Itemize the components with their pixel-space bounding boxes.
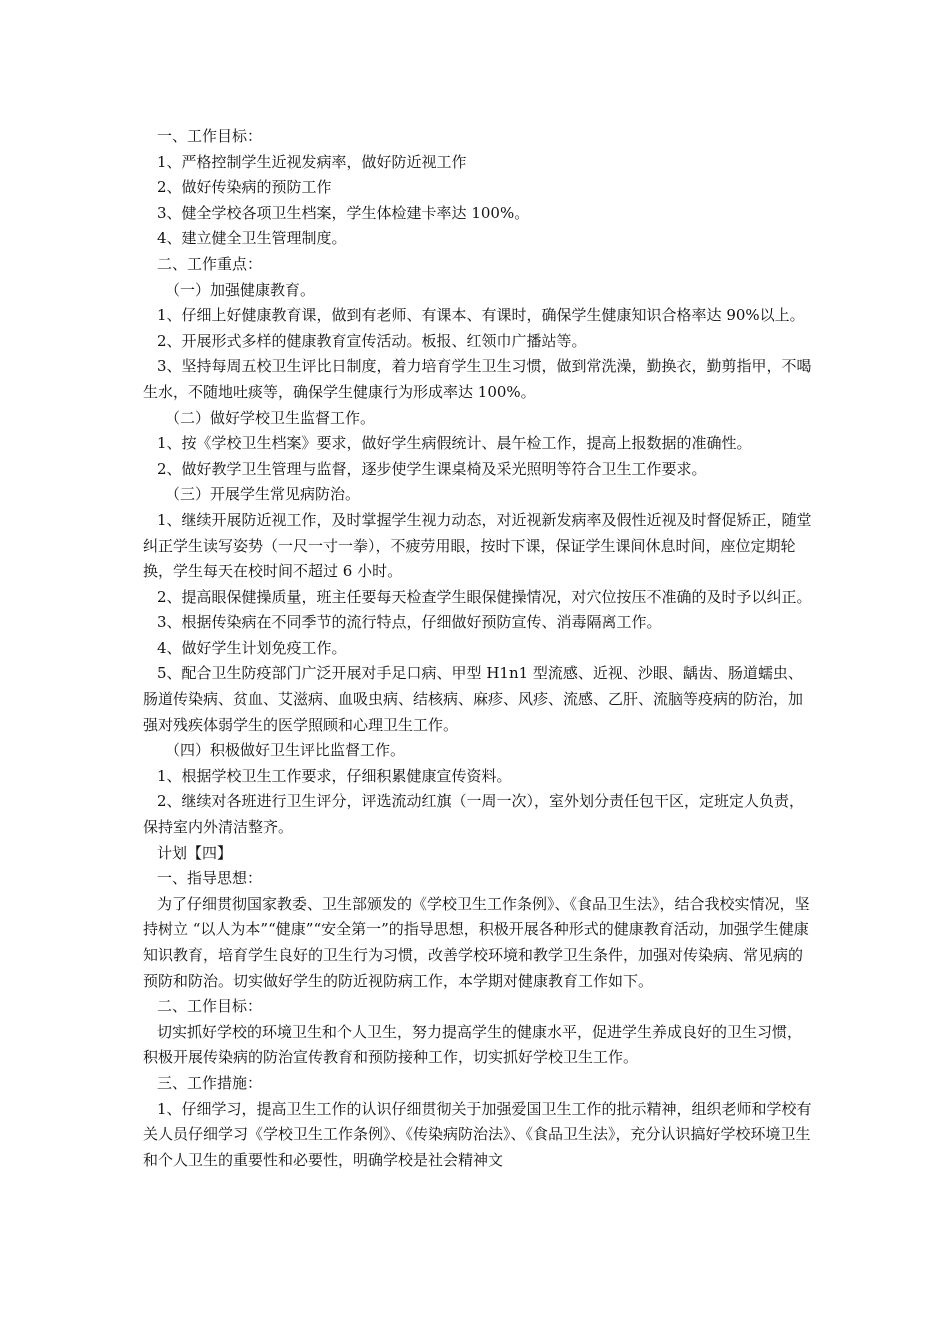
- heading-work-focus: 二、工作重点：: [157, 254, 263, 273]
- goal-item: 3、健全学校各项卫生档案，学生体检建卡率达 100%。: [157, 203, 530, 222]
- paragraph: 2、提高眼保健操质量，班主任要每天检查学生眼保健操情况，对穴位按压不准确的及时予以纠正。: [157, 587, 812, 606]
- paragraph: 4、做好学生计划免疫工作。: [157, 638, 347, 657]
- heading-work-goals: 二、工作目标：: [157, 997, 263, 1016]
- paragraph: 3、坚持每周五校卫生评比日制度，着力培育学生卫生习惯，做到常洗澡，勤换衣，勤剪指甲，不喝生水，不随地吐痰等，确保学生健康行为形成率达 100%。: [143, 357, 812, 401]
- paragraph: 2、继续对各班进行卫生评分，评选流动红旗（一周一次），室外划分责任包干区，定班定人负责，保持室内外清洁整齐。: [143, 792, 805, 837]
- paragraph: 切实抓好学校的环境卫生和个人卫生，努力提高学生的健康水平，促进学生养成良好的卫生习惯，积极开展传染病的防治宣传教育和预防接种工作，切实抓好学校卫生工作。: [143, 1022, 803, 1067]
- goal-item: 4、建立健全卫生管理制度。: [157, 229, 347, 248]
- paragraph: 1、继续开展防近视工作，及时掌握学生视力动态，对近视新发病率及假性近视及时督促矫正，随堂纠正学生读写姿势（一尺一寸一拳），不疲劳用眼，按时下课，保证学生课间休息时间，座位定期轮换，学生每天在校时间不超过 6 小时。: [143, 510, 812, 581]
- subheading: （三）开展学生常见病防治。: [165, 485, 361, 504]
- paragraph: 为了仔细贯彻国家教委、卫生部颁发的《学校卫生工作条例》、《食品卫生法》，结合我校实情况，坚持树立 “以人为本”“健康”“安全第一”的指导思想，积极开展各种形式的健康教育活动，加强学生健康知识教育，培育学生良好的卫生行为习惯，改善学校环境和教学卫生条件，加强对传染病、常见病的预防和防治。切实做好学生的防近视防病工作，本学期对健康教育工作如下。: [143, 894, 810, 990]
- paragraph: 2、做好教学卫生管理与监督，逐步使学生课桌椅及采光照明等符合卫生工作要求。: [157, 459, 707, 478]
- paragraph: 2、开展形式多样的健康教育宣传活动。板报、红领巾广播站等。: [157, 331, 587, 350]
- plan-title: 计划【四】: [157, 843, 233, 862]
- heading-guiding-thought: 一、指导思想：: [157, 869, 263, 888]
- subheading: （二）做好学校卫生监督工作。: [165, 408, 376, 427]
- goal-item: 1、严格控制学生近视发病率，做好防近视工作: [157, 152, 467, 171]
- heading-work-measures: 三、工作措施：: [157, 1073, 263, 1092]
- heading-work-goals: 一、工作目标：: [157, 127, 263, 145]
- paragraph: 1、按《学校卫生档案》要求，做好学生病假统计、晨午检工作，提高上报数据的准确性。: [157, 434, 752, 453]
- paragraph: 1、仔细上好健康教育课，做到有老师、有课本、有课时，确保学生健康知识合格率达 90%以上。: [157, 306, 805, 325]
- paragraph: 1、仔细学习，提高卫生工作的认识仔细贯彻关于加强爱国卫生工作的批示精神，组织老师和学校有关人员仔细学习《学校卫生工作条例》、《传染病防治法》、《食品卫生法》，充分认识搞好学校环境卫生和个人卫生的重要性和必要性，明确学校是社会精神文: [143, 1099, 812, 1169]
- subheading: （一）加强健康教育。: [165, 280, 316, 299]
- paragraph: 1、根据学校卫生工作要求，仔细积累健康宣传资料。: [157, 766, 512, 785]
- paragraph: 3、根据传染病在不同季节的流行特点，仔细做好预防宣传、消毒隔离工作。: [157, 613, 662, 632]
- paragraph: 5、配合卫生防疫部门广泛开展对手足口病、甲型 H1n1 型流感、近视、沙眼、龋齿、肠道蠕虫、肠道传染病、贫血、艾滋病、血吸虫病、结核病、麻疹、风疹、流感、乙肝、流脑等疫病的防治，加强对残疾体弱学生的医学照顾和心理卫生工作。: [143, 664, 804, 734]
- goal-item: 2、做好传染病的预防工作: [157, 178, 332, 197]
- subheading: （四）积极做好卫生评比监督工作。: [165, 741, 406, 760]
- document-body: [143, 124, 815, 1173]
